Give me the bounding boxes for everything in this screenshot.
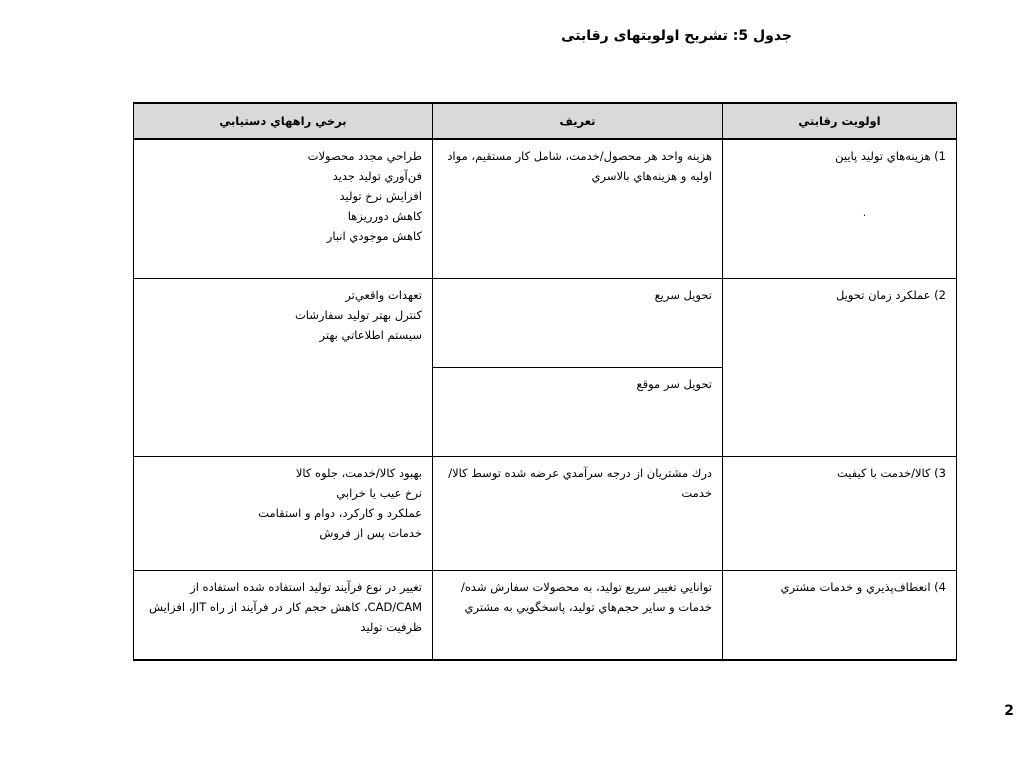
priority-cell: 3) كالا/خدمت با كيفيت [723,457,957,571]
approach-item: كنترل بهتر توليد سفارشات [294,308,422,322]
approach-item: فن‌آوري توليد جديد [332,169,422,183]
priority-cell [723,139,957,279]
approach-item: طراحي مجدد محصولات [307,149,422,163]
approaches-cell: تغيير در نوع فرآيند توليد استفاده شده استفاده از CAD/CAM، كاهش حجم كار در فرآيند از راه JIT، افزايش ظرفيت توليد [134,571,433,661]
approach-item: سيستم اطلاعاتي بهتر [319,328,422,342]
table-header-row [134,103,957,139]
approach-item: كاهش دورريزها [347,209,422,223]
approach-item: عملكرد و كاركرد، دوام و استقامت [258,506,422,520]
priority-cell: 2) عملكرد زمان تحويل [723,279,957,457]
approaches-cell [134,457,433,571]
page-number: 2 [1004,703,1014,719]
approach-item: افزايش نرخ توليد [339,189,422,203]
header-priority: اولويت رقابتي [723,103,957,139]
definition-cell: درك مشتريان از درجه سرآمدي عرضه شده توسط كالا/خدمت [433,457,723,571]
priority-text: 1) هزينه‌هاي توليد پايين [835,149,946,163]
competitive-priorities-table [133,102,957,661]
table-row [134,139,957,279]
definition-cell: توانايي تغيير سريع توليد، به محصولات سفارش شده/خدمات و ساير حجم‌هاي توليد، پاسخگويي به مشتري [433,571,723,661]
header-approaches: برخي راههاي دستيابي [134,103,433,139]
approach-item: خدمات پس از فروش [319,526,422,540]
approaches-cell [134,279,433,457]
table-row [134,571,957,661]
approach-item: نرخ عيب يا خرابي [336,486,422,500]
approach-item: تعهدات واقعي‌تر [345,288,422,302]
approach-item: كاهش موجودي انبار [326,229,422,243]
header-definition: تعريف [433,103,723,139]
definition-cell: هزينه واحد هر محصول/خدمت، شامل كار مستقيم، مواد اوليه و هزينه‌هاي بالاسري [433,139,723,279]
priority-cell: 4) انعطاف‌پذيري و خدمات مشتري [723,571,957,661]
priority-mark: · [862,211,866,222]
approach-item: بهبود كالا/خدمت، جلوه كالا [295,466,422,480]
table-row [134,457,957,571]
definition-cell: تحويل سريع [433,279,723,368]
page-title: جدول 5: تشریح اولویتهای رقابتی [561,28,792,44]
table-row [134,279,957,368]
approaches-cell [134,139,433,279]
definition-cell: تحويل سر موقع [433,368,723,457]
